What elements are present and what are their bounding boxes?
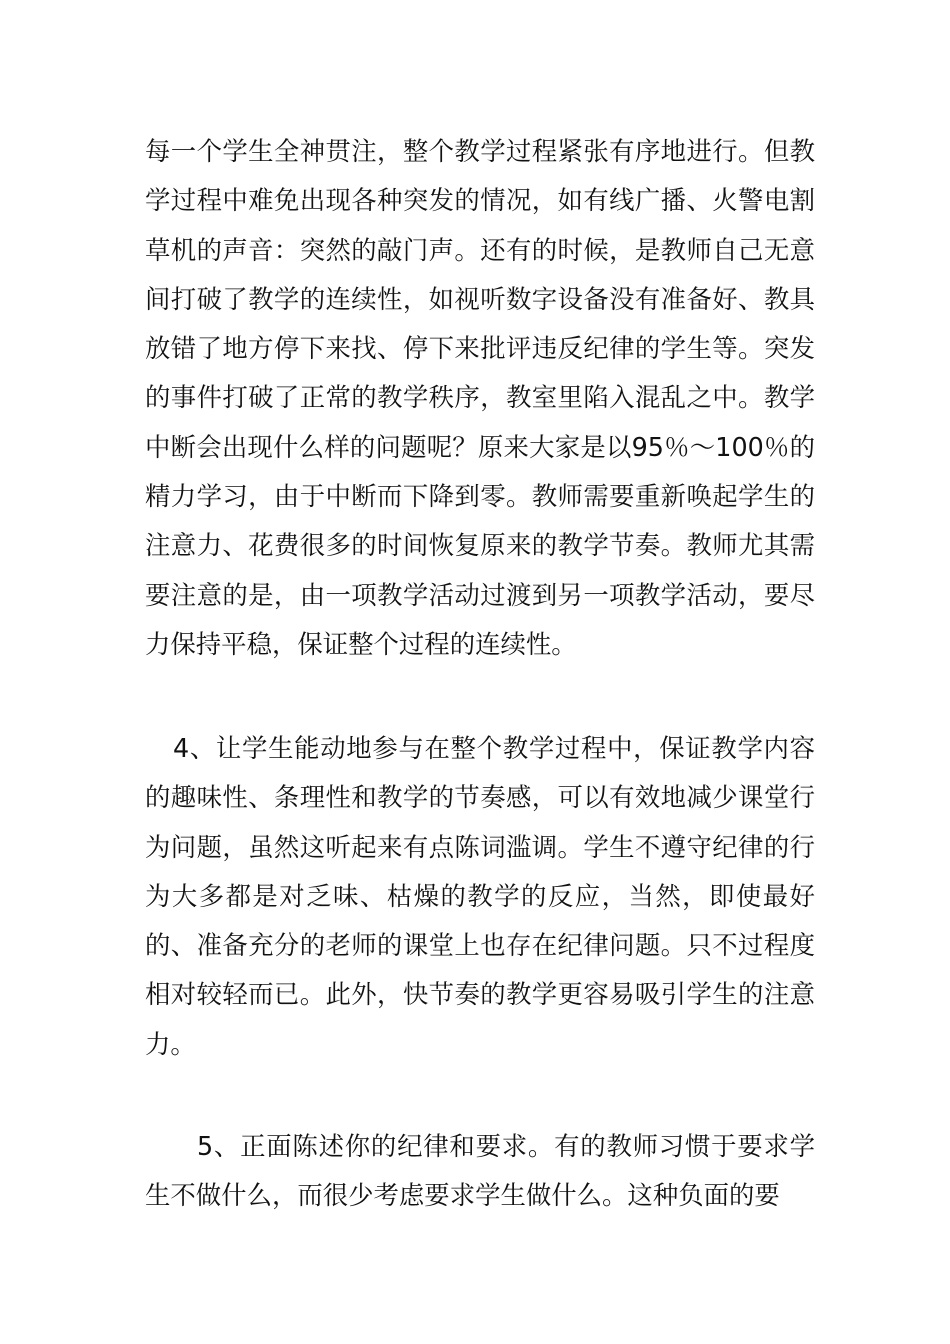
paragraph-item-4: 4、让学生能动地参与在整个教学过程中，保证教学内容的趣味性、条理性和教学的节奏感，可以有效地减少课堂行为问题，虽然这听起来有点陈词滥调。学生不遵守纪律的行为大多都是对乏味、枯燥的教学的反应，当然，即使最好的、准备充分的老师的课堂上也存在纪律问题。只不过程度相对较轻而已。此外，快节奏的教学更容易吸引学生的注意力。 bbox=[145, 733, 815, 1059]
paragraph-item-5: 5、正面陈述你的纪律和要求。有的教师习惯于要求学生不做什么，而很少考虑要求学生做什么。这种负面的要 bbox=[145, 1131, 815, 1211]
paragraph-continuation: 每一个学生全神贯注，整个教学过程紧张有序地进行。但教学过程中难免出现各种突发的情况，如有线广播、火警电割草机的声音：突然的敲门声。还有的时候，是教师自己无意间打破了教学的连续性，如视听数字设备没有准备好、教具放错了地方停下来找、停下来批评违反纪律的学生等。突发的事件打破了正常的教学秩序，教室里陷入混乱之中。教学中断会出现什么样的问题呢？原来大家是以95％～100％的精力学习，由于中断而下降到零。教师需要重新唤起学生的注意力、花费很多的时间恢复原来的教学节奏。教师尤其需要注意的是，由一项教学活动过渡到另一项教学活动，要尽力保持平稳，保证整个过程的连续性。 bbox=[145, 136, 815, 659]
